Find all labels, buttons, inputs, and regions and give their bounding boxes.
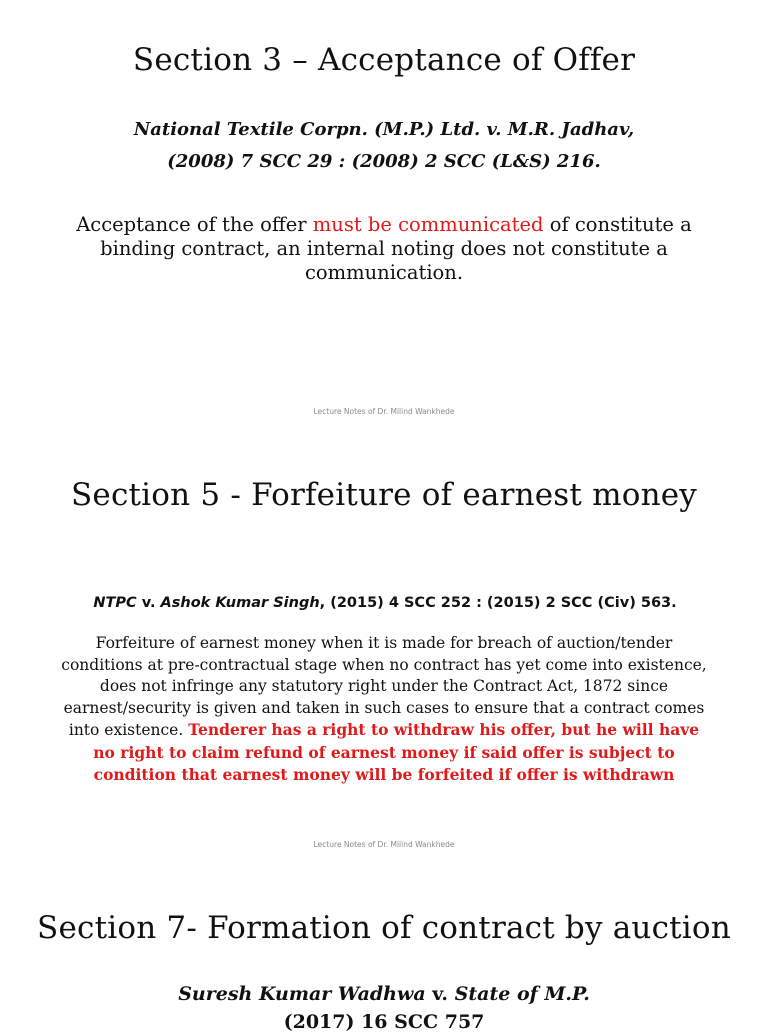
body-text: Forfeiture of earnest money when it is made for breach of auction/tender conditions at pre-contractual stage when no contract has yet come into existence, does not infringe any statutory right under the Contract Act, 1872 since earnest/security is given and taken in such cases to ensure that a contract comes into existence. bbox=[61, 634, 707, 739]
body-highlight: must be communicated bbox=[312, 213, 544, 236]
case-citation bbox=[60, 597, 710, 609]
case-versus: v. bbox=[136, 595, 161, 611]
case-reference: , (2015) 4 SCC 252 : (2015) 2 SCC (Civ) 563. bbox=[319, 595, 677, 611]
body-text-continued: of constitute a binding contract, an internal noting does not constitute a communication. bbox=[100, 213, 692, 284]
case-party-1: NTPC bbox=[93, 595, 137, 611]
citation-line-2: (2008) 7 SCC 29 : (2008) 2 SCC (L&S) 216. bbox=[167, 151, 601, 172]
slide-title: Section 7- Formation of contract by auction bbox=[37, 910, 731, 946]
slide-section-5 bbox=[0, 432, 768, 866]
case-party-2: State of M.P. bbox=[454, 983, 590, 1005]
slide-footer: Lecture Notes of Dr. Milind Wankhede bbox=[313, 407, 455, 416]
case-party-2: Ashok Kumar Singh bbox=[160, 595, 320, 611]
slide-title: Section 5 - Forfeiture of earnest money bbox=[70, 477, 698, 513]
body-highlight: Tenderer has a right to withdraw his offer, but he will have no right to claim refund of earnest money if said offer is subject to condition that earnest money will be forfeited if offer is withdrawn bbox=[93, 720, 700, 784]
slide-footer: Lecture Notes of Dr. Milind Wankhede bbox=[313, 840, 455, 849]
citation-line-1: National Textile Corpn. (M.P.) Ltd. v. M.R. Jadhav, bbox=[133, 119, 635, 140]
case-versus: v. bbox=[425, 983, 455, 1005]
citation-line-2: (2017) 16 SCC 757 bbox=[283, 1011, 485, 1033]
body-text: Acceptance of the offer bbox=[76, 213, 313, 236]
case-citation bbox=[0, 983, 768, 1033]
slide-section-7 bbox=[0, 866, 768, 1033]
slide-title: Section 3 – Acceptance of Offer bbox=[132, 42, 636, 78]
case-citation bbox=[0, 114, 768, 178]
slide-body bbox=[50, 213, 718, 285]
citation-line-1 bbox=[0, 983, 768, 1005]
slide-body bbox=[58, 633, 710, 787]
case-party-1: Suresh Kumar Wadhwa bbox=[178, 983, 426, 1005]
slide-section-3 bbox=[0, 0, 768, 432]
